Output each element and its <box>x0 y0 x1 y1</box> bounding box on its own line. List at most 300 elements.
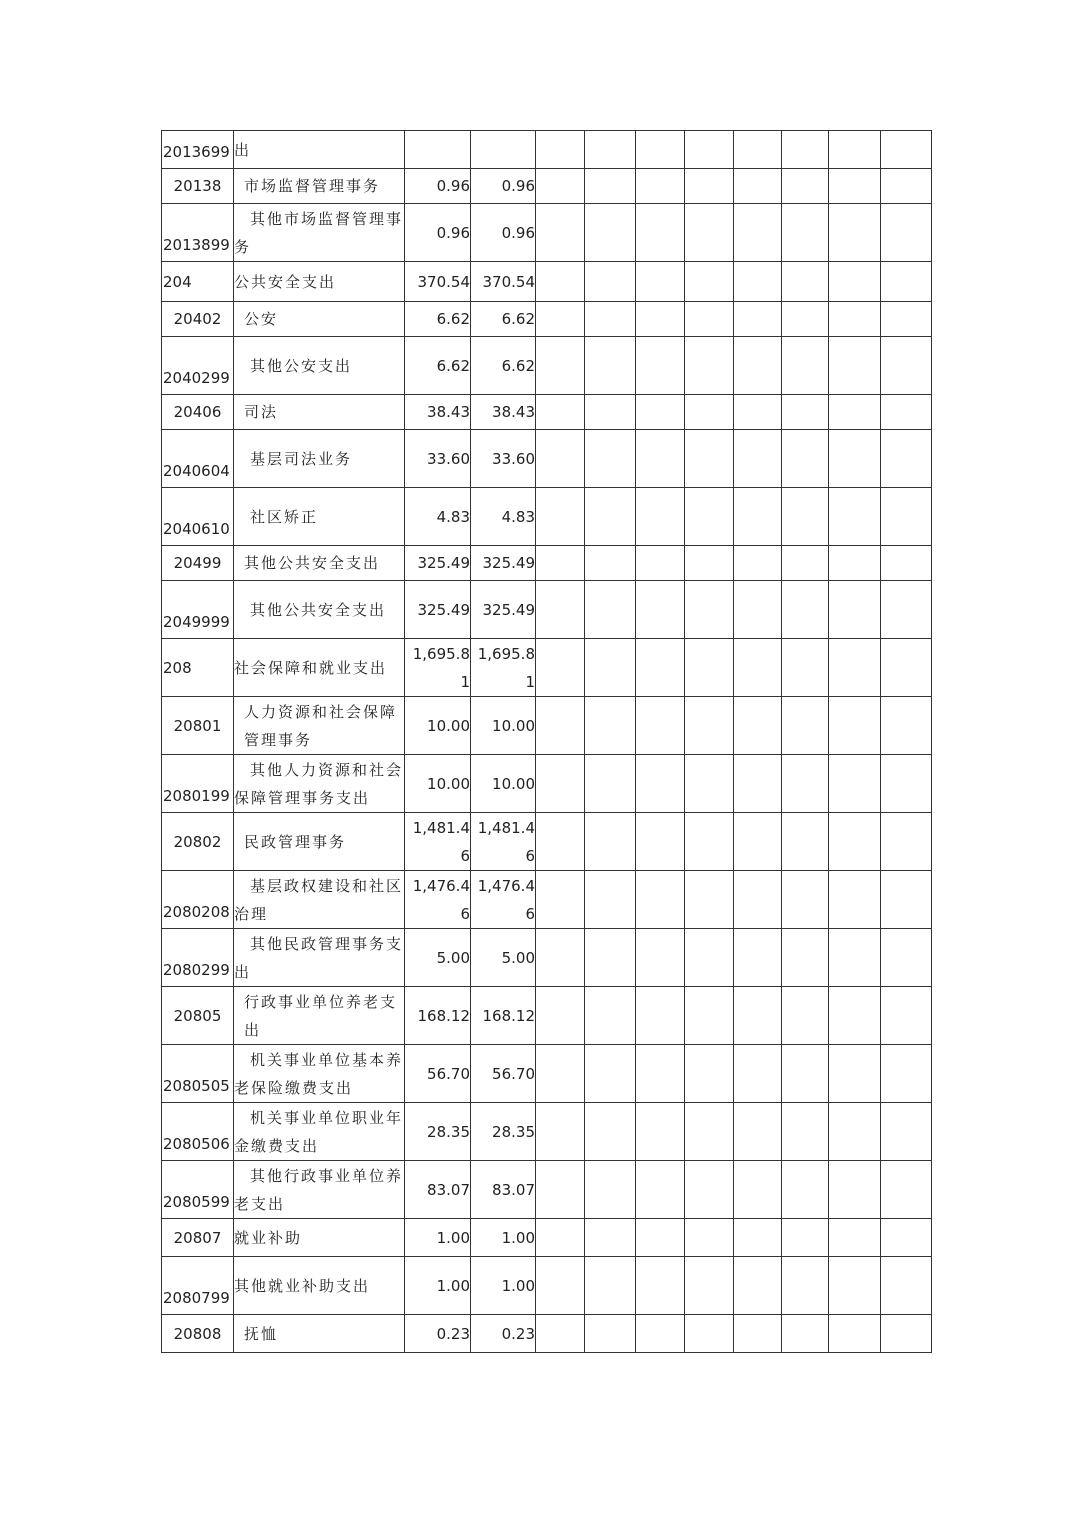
empty-cell <box>585 871 636 929</box>
empty-cell <box>829 1219 881 1257</box>
table-row <box>162 1219 932 1257</box>
empty-cell <box>685 430 734 488</box>
amount-cell: 6.62 <box>471 302 536 337</box>
empty-cell <box>829 929 881 987</box>
subject-name-cell: 其他公共安全支出 <box>234 581 405 639</box>
amount-cell: 1.00 <box>471 1257 536 1315</box>
empty-cell <box>636 1161 685 1219</box>
subject-code-cell: 20805 <box>162 987 234 1045</box>
total-amount-cell: 56.70 <box>405 1045 471 1103</box>
subject-code-cell: 20406 <box>162 395 234 430</box>
empty-cell <box>829 697 881 755</box>
subject-name-cell: 机关事业单位职业年金缴费支出 <box>234 1103 405 1161</box>
amount-cell: 4.83 <box>471 488 536 546</box>
subject-code-cell: 20138 <box>162 169 234 204</box>
subject-code-cell: 204 <box>162 262 234 302</box>
empty-cell <box>829 262 881 302</box>
total-amount-cell: 370.54 <box>405 262 471 302</box>
subject-code-cell: 2080506 <box>162 1103 234 1161</box>
table-row <box>162 871 932 929</box>
subject-code-cell: 2080299 <box>162 929 234 987</box>
table-row <box>162 1257 932 1315</box>
empty-cell <box>734 488 782 546</box>
empty-cell <box>636 1219 685 1257</box>
empty-cell <box>685 697 734 755</box>
subject-name-cell: 社会保障和就业支出 <box>234 639 405 697</box>
table-row <box>162 302 932 337</box>
empty-cell <box>585 204 636 262</box>
subject-name-cell: 机关事业单位基本养老保险缴费支出 <box>234 1045 405 1103</box>
table-row <box>162 755 932 813</box>
empty-cell <box>829 204 881 262</box>
empty-cell <box>685 1103 734 1161</box>
empty-cell <box>685 337 734 395</box>
empty-cell <box>881 697 932 755</box>
empty-cell <box>685 131 734 169</box>
empty-cell <box>881 169 932 204</box>
empty-cell <box>636 302 685 337</box>
subject-name-cell: 公安 <box>234 302 405 337</box>
empty-cell <box>829 1161 881 1219</box>
subject-name-cell: 其他民政管理事务支出 <box>234 929 405 987</box>
empty-cell <box>536 1257 585 1315</box>
empty-cell <box>585 430 636 488</box>
empty-cell <box>782 430 829 488</box>
empty-cell <box>536 697 585 755</box>
empty-cell <box>536 1219 585 1257</box>
empty-cell <box>636 395 685 430</box>
empty-cell <box>585 697 636 755</box>
empty-cell <box>782 871 829 929</box>
empty-cell <box>782 1161 829 1219</box>
subject-name-cell: 其他就业补助支出 <box>234 1257 405 1315</box>
empty-cell <box>685 1219 734 1257</box>
empty-cell <box>734 1219 782 1257</box>
subject-code-cell: 20402 <box>162 302 234 337</box>
empty-cell <box>881 1315 932 1353</box>
empty-cell <box>636 929 685 987</box>
empty-cell <box>536 204 585 262</box>
amount-cell: 6.62 <box>471 337 536 395</box>
subject-name-cell: 市场监督管理事务 <box>234 169 405 204</box>
empty-cell <box>536 639 585 697</box>
amount-cell: 10.00 <box>471 755 536 813</box>
subject-name-cell: 其他公共安全支出 <box>234 546 405 581</box>
empty-cell <box>829 395 881 430</box>
empty-cell <box>636 639 685 697</box>
total-amount-cell: 0.96 <box>405 204 471 262</box>
empty-cell <box>636 697 685 755</box>
total-amount-cell: 168.12 <box>405 987 471 1045</box>
total-amount-cell: 1,695.81 <box>405 639 471 697</box>
amount-cell: 28.35 <box>471 1103 536 1161</box>
total-amount-cell: 33.60 <box>405 430 471 488</box>
empty-cell <box>782 131 829 169</box>
total-amount-cell: 1,481.46 <box>405 813 471 871</box>
subject-code-cell: 2013899 <box>162 204 234 262</box>
subject-name-cell: 民政管理事务 <box>234 813 405 871</box>
empty-cell <box>829 813 881 871</box>
empty-cell <box>734 302 782 337</box>
empty-cell <box>585 1161 636 1219</box>
total-amount-cell: 325.49 <box>405 581 471 639</box>
empty-cell <box>536 755 585 813</box>
subject-code-cell: 20808 <box>162 1315 234 1353</box>
empty-cell <box>585 639 636 697</box>
empty-cell <box>829 1315 881 1353</box>
subject-name-cell: 人力资源和社会保障管理事务 <box>234 697 405 755</box>
empty-cell <box>734 871 782 929</box>
empty-cell <box>685 169 734 204</box>
empty-cell <box>782 581 829 639</box>
empty-cell <box>536 546 585 581</box>
table-row <box>162 987 932 1045</box>
empty-cell <box>829 987 881 1045</box>
subject-code-cell: 20807 <box>162 1219 234 1257</box>
empty-cell <box>585 488 636 546</box>
empty-cell <box>734 755 782 813</box>
total-amount-cell: 5.00 <box>405 929 471 987</box>
empty-cell <box>881 1219 932 1257</box>
empty-cell <box>536 395 585 430</box>
empty-cell <box>636 131 685 169</box>
empty-cell <box>734 581 782 639</box>
empty-cell <box>881 1103 932 1161</box>
empty-cell <box>782 302 829 337</box>
empty-cell <box>734 546 782 581</box>
amount-cell: 5.00 <box>471 929 536 987</box>
subject-name-cell: 出 <box>234 131 405 169</box>
subject-name-cell: 抚恤 <box>234 1315 405 1353</box>
empty-cell <box>782 1045 829 1103</box>
budget-expenditure-table <box>161 130 932 1353</box>
amount-cell: 38.43 <box>471 395 536 430</box>
total-amount-cell: 38.43 <box>405 395 471 430</box>
empty-cell <box>734 1315 782 1353</box>
empty-cell <box>881 755 932 813</box>
empty-cell <box>782 488 829 546</box>
empty-cell <box>685 813 734 871</box>
empty-cell <box>881 262 932 302</box>
table-row <box>162 337 932 395</box>
empty-cell <box>536 488 585 546</box>
empty-cell <box>536 262 585 302</box>
empty-cell <box>536 302 585 337</box>
empty-cell <box>829 337 881 395</box>
empty-cell <box>585 929 636 987</box>
empty-cell <box>536 813 585 871</box>
empty-cell <box>685 871 734 929</box>
empty-cell <box>685 546 734 581</box>
empty-cell <box>685 1315 734 1353</box>
empty-cell <box>734 697 782 755</box>
total-amount-cell: 325.49 <box>405 546 471 581</box>
empty-cell <box>829 1045 881 1103</box>
total-amount-cell: 1.00 <box>405 1219 471 1257</box>
empty-cell <box>685 755 734 813</box>
subject-code-cell: 2013699 <box>162 131 234 169</box>
amount-cell: 325.49 <box>471 546 536 581</box>
empty-cell <box>829 755 881 813</box>
empty-cell <box>536 169 585 204</box>
empty-cell <box>636 337 685 395</box>
empty-cell <box>829 430 881 488</box>
empty-cell <box>881 131 932 169</box>
empty-cell <box>536 1161 585 1219</box>
amount-cell: 0.96 <box>471 204 536 262</box>
total-amount-cell: 83.07 <box>405 1161 471 1219</box>
amount-cell: 1,481.46 <box>471 813 536 871</box>
empty-cell <box>585 131 636 169</box>
empty-cell <box>782 1257 829 1315</box>
total-amount-cell: 1.00 <box>405 1257 471 1315</box>
table-row <box>162 697 932 755</box>
empty-cell <box>636 1257 685 1315</box>
empty-cell <box>685 987 734 1045</box>
empty-cell <box>585 1315 636 1353</box>
empty-cell <box>734 1045 782 1103</box>
total-amount-cell: 28.35 <box>405 1103 471 1161</box>
empty-cell <box>685 302 734 337</box>
empty-cell <box>536 337 585 395</box>
table-row <box>162 1045 932 1103</box>
empty-cell <box>636 813 685 871</box>
empty-cell <box>881 581 932 639</box>
empty-cell <box>585 262 636 302</box>
empty-cell <box>585 581 636 639</box>
empty-cell <box>829 302 881 337</box>
empty-cell <box>734 1257 782 1315</box>
empty-cell <box>536 581 585 639</box>
subject-code-cell: 2040299 <box>162 337 234 395</box>
table-row <box>162 430 932 488</box>
subject-code-cell: 208 <box>162 639 234 697</box>
empty-cell <box>585 1257 636 1315</box>
empty-cell <box>881 871 932 929</box>
table-row <box>162 1315 932 1353</box>
empty-cell <box>734 430 782 488</box>
empty-cell <box>881 546 932 581</box>
total-amount-cell: 10.00 <box>405 755 471 813</box>
empty-cell <box>636 871 685 929</box>
amount-cell: 83.07 <box>471 1161 536 1219</box>
empty-cell <box>536 430 585 488</box>
table-row <box>162 546 932 581</box>
empty-cell <box>734 131 782 169</box>
empty-cell <box>881 1257 932 1315</box>
table-row <box>162 813 932 871</box>
empty-cell <box>782 1219 829 1257</box>
empty-cell <box>829 488 881 546</box>
amount-cell: 168.12 <box>471 987 536 1045</box>
empty-cell <box>782 987 829 1045</box>
empty-cell <box>782 697 829 755</box>
table-body <box>162 131 932 1353</box>
empty-cell <box>829 581 881 639</box>
subject-code-cell: 2040610 <box>162 488 234 546</box>
total-amount-cell <box>405 131 471 169</box>
empty-cell <box>881 337 932 395</box>
empty-cell <box>536 1103 585 1161</box>
empty-cell <box>829 131 881 169</box>
empty-cell <box>685 395 734 430</box>
subject-name-cell: 其他行政事业单位养老支出 <box>234 1161 405 1219</box>
amount-cell: 1,695.81 <box>471 639 536 697</box>
empty-cell <box>782 395 829 430</box>
empty-cell <box>585 755 636 813</box>
empty-cell <box>585 546 636 581</box>
table-row <box>162 1161 932 1219</box>
subject-code-cell: 2080799 <box>162 1257 234 1315</box>
empty-cell <box>829 871 881 929</box>
empty-cell <box>685 488 734 546</box>
table-row <box>162 204 932 262</box>
empty-cell <box>829 1103 881 1161</box>
subject-code-cell: 2080505 <box>162 1045 234 1103</box>
empty-cell <box>536 929 585 987</box>
empty-cell <box>685 1045 734 1103</box>
empty-cell <box>829 1257 881 1315</box>
empty-cell <box>636 488 685 546</box>
empty-cell <box>636 755 685 813</box>
subject-name-cell: 基层政权建设和社区治理 <box>234 871 405 929</box>
empty-cell <box>636 581 685 639</box>
subject-code-cell: 2080208 <box>162 871 234 929</box>
empty-cell <box>585 1219 636 1257</box>
subject-name-cell: 其他公安支出 <box>234 337 405 395</box>
subject-name-cell: 其他人力资源和社会保障管理事务支出 <box>234 755 405 813</box>
amount-cell: 370.54 <box>471 262 536 302</box>
table-row <box>162 262 932 302</box>
subject-code-cell: 20499 <box>162 546 234 581</box>
empty-cell <box>782 204 829 262</box>
empty-cell <box>734 1161 782 1219</box>
empty-cell <box>636 204 685 262</box>
subject-code-cell: 2049999 <box>162 581 234 639</box>
empty-cell <box>685 1161 734 1219</box>
empty-cell <box>829 169 881 204</box>
empty-cell <box>585 302 636 337</box>
empty-cell <box>881 1045 932 1103</box>
empty-cell <box>585 169 636 204</box>
empty-cell <box>881 987 932 1045</box>
empty-cell <box>881 302 932 337</box>
total-amount-cell: 10.00 <box>405 697 471 755</box>
empty-cell <box>685 262 734 302</box>
empty-cell <box>782 639 829 697</box>
table-row <box>162 581 932 639</box>
subject-code-cell: 20802 <box>162 813 234 871</box>
total-amount-cell: 6.62 <box>405 302 471 337</box>
empty-cell <box>585 813 636 871</box>
empty-cell <box>734 169 782 204</box>
empty-cell <box>881 430 932 488</box>
amount-cell: 325.49 <box>471 581 536 639</box>
subject-code-cell: 20801 <box>162 697 234 755</box>
amount-cell: 0.96 <box>471 169 536 204</box>
empty-cell <box>734 929 782 987</box>
subject-name-cell: 社区矫正 <box>234 488 405 546</box>
empty-cell <box>782 546 829 581</box>
empty-cell <box>536 1315 585 1353</box>
total-amount-cell: 1,476.46 <box>405 871 471 929</box>
table-row <box>162 131 932 169</box>
amount-cell: 56.70 <box>471 1045 536 1103</box>
empty-cell <box>782 929 829 987</box>
table-row <box>162 929 932 987</box>
empty-cell <box>636 262 685 302</box>
subject-code-cell: 2040604 <box>162 430 234 488</box>
amount-cell: 1,476.46 <box>471 871 536 929</box>
empty-cell <box>881 395 932 430</box>
empty-cell <box>536 131 585 169</box>
empty-cell <box>782 1315 829 1353</box>
total-amount-cell: 6.62 <box>405 337 471 395</box>
empty-cell <box>536 987 585 1045</box>
amount-cell: 1.00 <box>471 1219 536 1257</box>
amount-cell: 0.23 <box>471 1315 536 1353</box>
empty-cell <box>585 395 636 430</box>
amount-cell: 10.00 <box>471 697 536 755</box>
empty-cell <box>881 488 932 546</box>
subject-name-cell: 基层司法业务 <box>234 430 405 488</box>
total-amount-cell: 0.96 <box>405 169 471 204</box>
empty-cell <box>881 1161 932 1219</box>
empty-cell <box>734 262 782 302</box>
empty-cell <box>685 204 734 262</box>
empty-cell <box>782 262 829 302</box>
empty-cell <box>734 395 782 430</box>
empty-cell <box>734 204 782 262</box>
amount-cell <box>471 131 536 169</box>
subject-name-cell: 司法 <box>234 395 405 430</box>
empty-cell <box>685 581 734 639</box>
empty-cell <box>881 204 932 262</box>
empty-cell <box>685 929 734 987</box>
empty-cell <box>585 1103 636 1161</box>
empty-cell <box>881 929 932 987</box>
empty-cell <box>881 639 932 697</box>
subject-name-cell: 公共安全支出 <box>234 262 405 302</box>
empty-cell <box>636 169 685 204</box>
empty-cell <box>782 1103 829 1161</box>
total-amount-cell: 0.23 <box>405 1315 471 1353</box>
subject-code-cell: 2080199 <box>162 755 234 813</box>
empty-cell <box>734 1103 782 1161</box>
empty-cell <box>636 1103 685 1161</box>
table-row <box>162 639 932 697</box>
table-row <box>162 169 932 204</box>
table-row <box>162 488 932 546</box>
empty-cell <box>536 871 585 929</box>
subject-name-cell: 其他市场监督管理事务 <box>234 204 405 262</box>
empty-cell <box>881 813 932 871</box>
empty-cell <box>536 1045 585 1103</box>
empty-cell <box>585 337 636 395</box>
empty-cell <box>685 639 734 697</box>
empty-cell <box>829 639 881 697</box>
amount-cell: 33.60 <box>471 430 536 488</box>
empty-cell <box>636 1315 685 1353</box>
empty-cell <box>585 987 636 1045</box>
empty-cell <box>585 1045 636 1103</box>
empty-cell <box>734 987 782 1045</box>
empty-cell <box>829 546 881 581</box>
table-row <box>162 395 932 430</box>
empty-cell <box>782 169 829 204</box>
empty-cell <box>636 987 685 1045</box>
empty-cell <box>636 1045 685 1103</box>
